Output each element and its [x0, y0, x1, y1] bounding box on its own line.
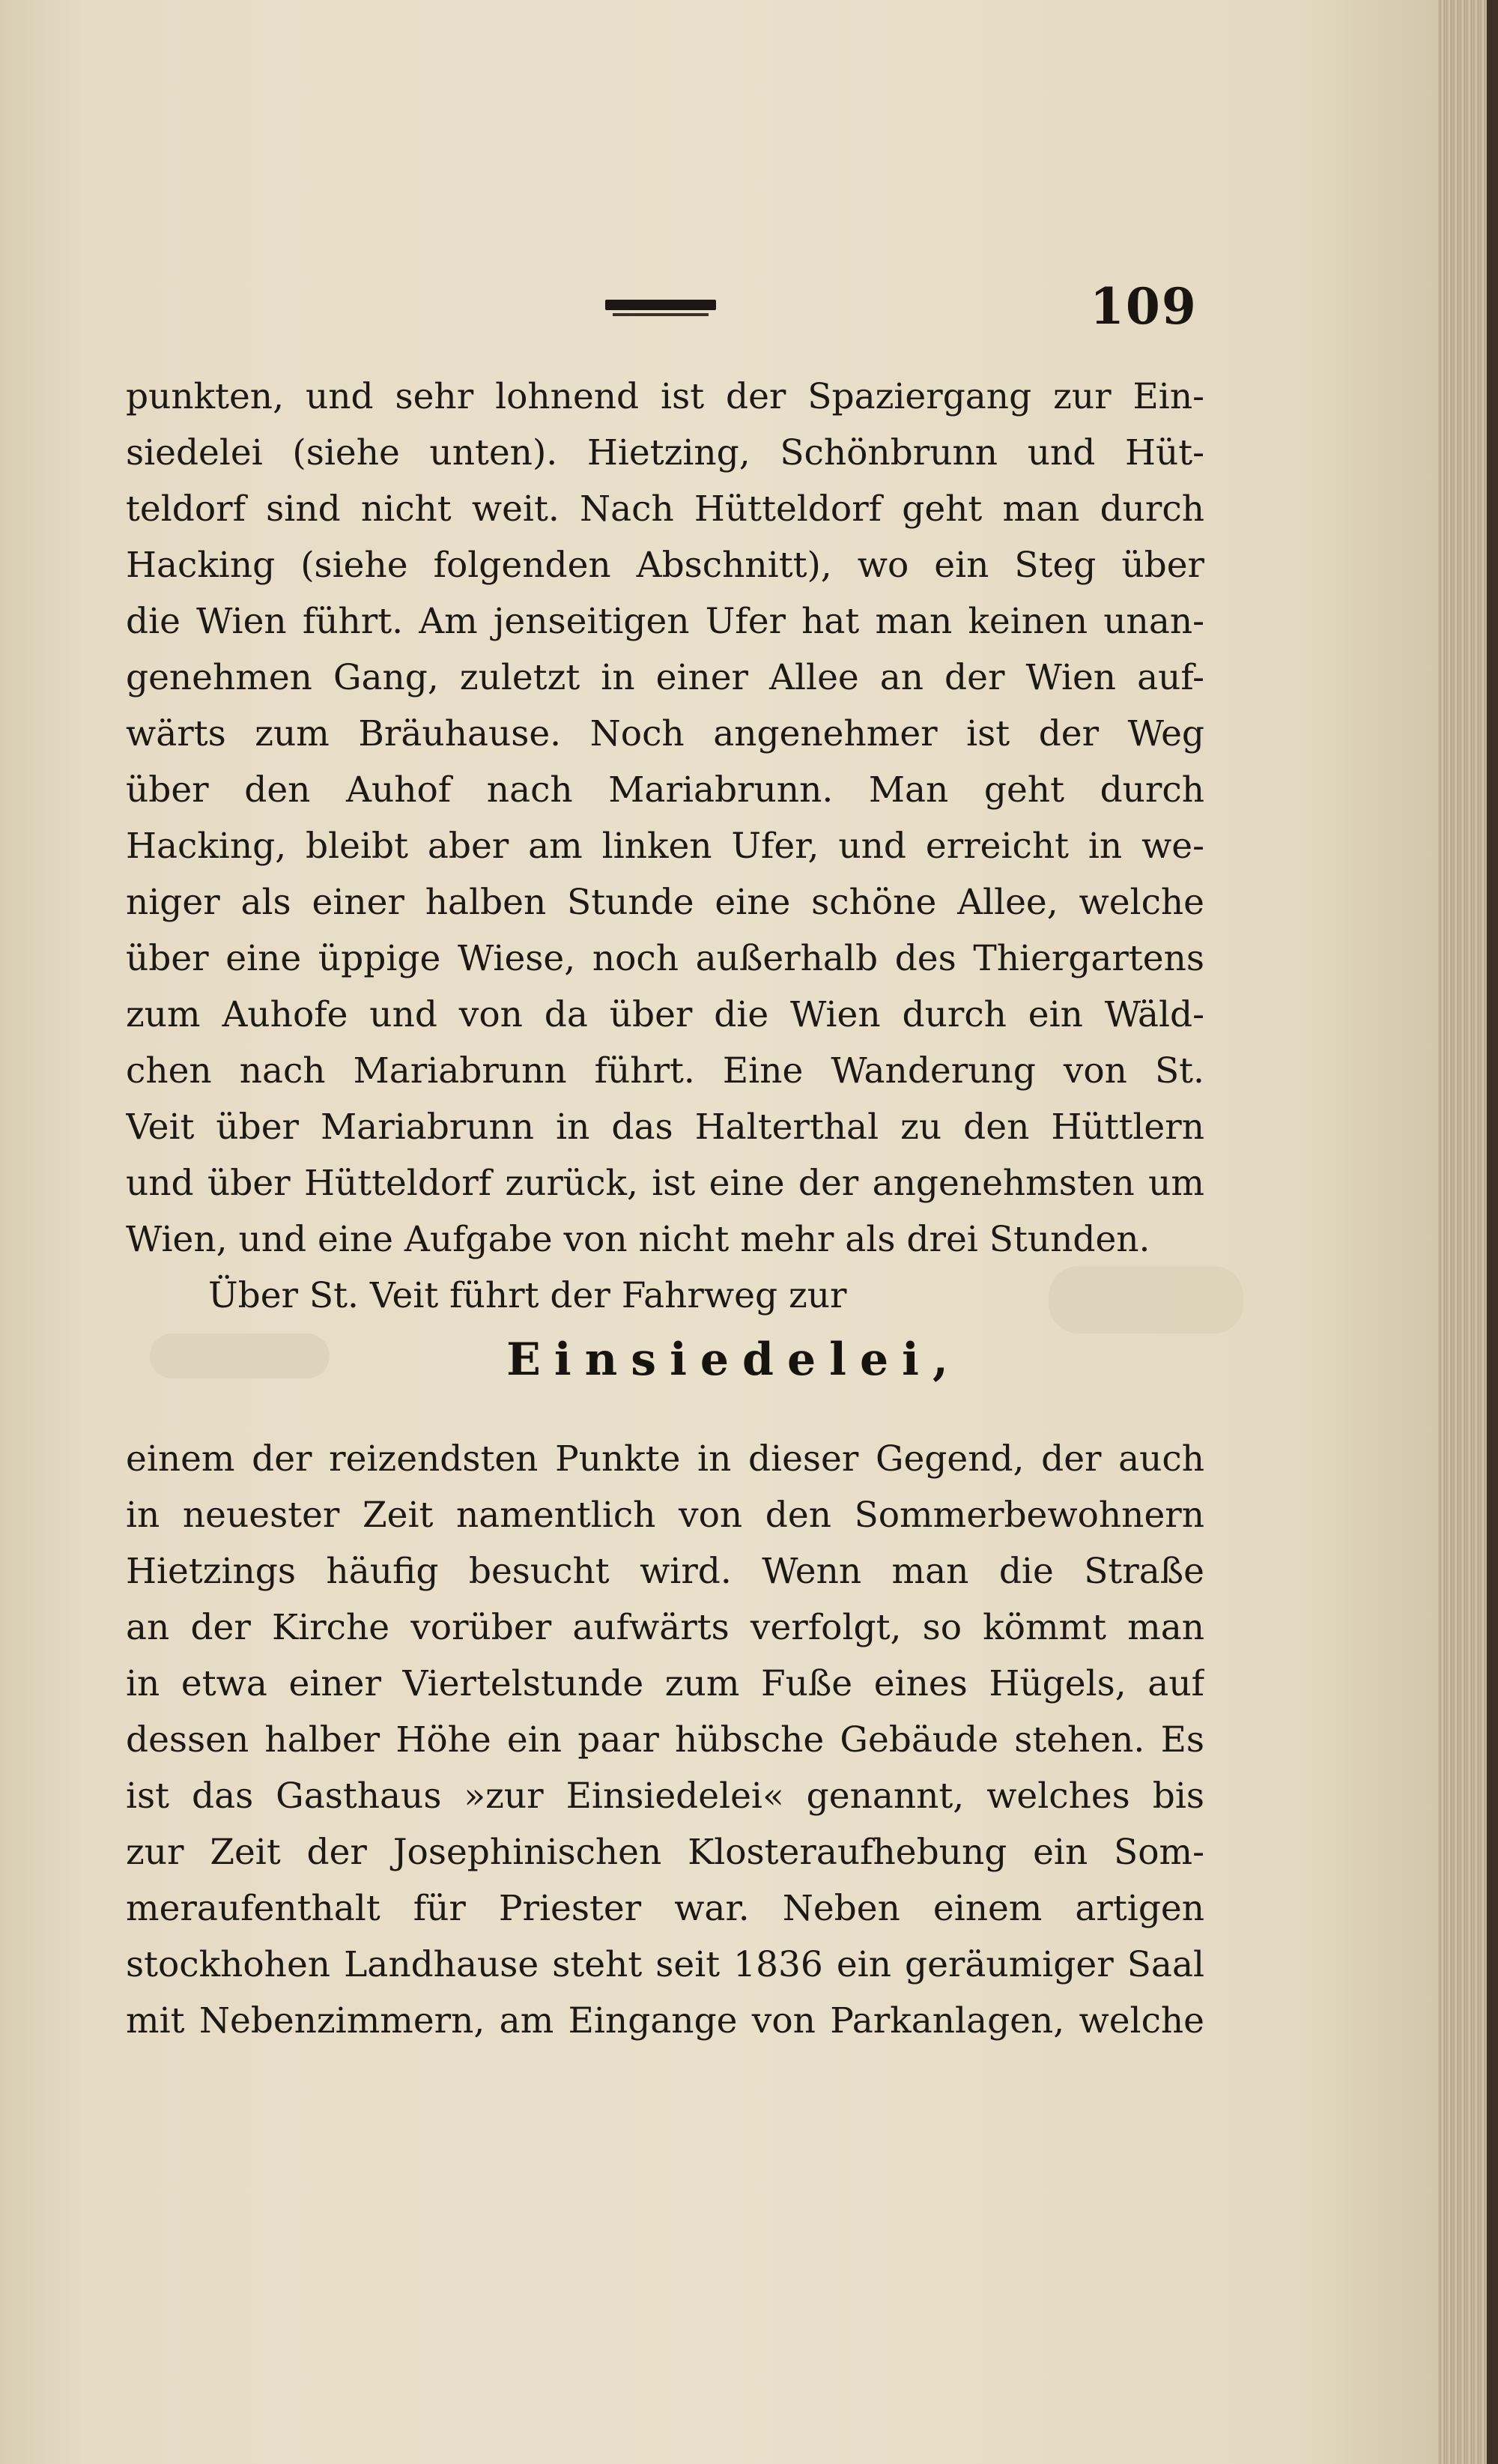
- text-line: siedelei (siehe unten). Hietzing, Schönbrunn und Hüt-: [126, 432, 1204, 473]
- text-line: genehmen Gang, zuletzt in einer Allee an der Wien auf-: [126, 657, 1204, 698]
- text-line: Hietzings häufig besucht wird. Wenn man die Straße: [126, 1551, 1204, 1592]
- text-line: mit Nebenzimmern, am Eingange von Parkanlagen, welche: [126, 2000, 1204, 2041]
- text-line: Wien, und eine Aufgabe von nicht mehr als drei Stunden.: [126, 1219, 1150, 1260]
- text-line: Hacking, bleibt aber am linken Ufer, und erreicht in we-: [126, 826, 1204, 867]
- text-line: ist das Gasthaus »zur Einsiedelei« genannt, welches bis: [126, 1776, 1204, 1817]
- text-line: punkten, und sehr lohnend ist der Spaziergang zur Ein-: [126, 376, 1204, 417]
- text-line: zum Auhofe und von da über die Wien durch ein Wäld-: [126, 994, 1204, 1035]
- text-line: stockhohen Landhause steht seit 1836 ein geräumiger Saal: [126, 1944, 1204, 1985]
- text-line: über eine üppige Wiese, noch außerhalb des Thiergartens: [126, 938, 1204, 979]
- text-line: Über St. Veit führt der Fahrweg zur: [208, 1275, 847, 1316]
- text-line: chen nach Mariabrunn führt. Eine Wanderung von St.: [126, 1050, 1204, 1092]
- text-line: meraufenthalt für Priester war. Neben einem artigen: [126, 1888, 1204, 1929]
- section-heading: Einsiedelei,: [506, 1334, 962, 1386]
- text-line: Veit über Mariabrunn in das Halterthal zu den Hüttlern: [126, 1107, 1204, 1148]
- text-line: die Wien führt. Am jenseitigen Ufer hat man keinen unan-: [126, 601, 1204, 642]
- text-line: an der Kirche vorüber aufwärts verfolgt, so kömmt man: [126, 1607, 1204, 1648]
- header-rule: [605, 300, 716, 310]
- text-line: wärts zum Bräuhause. Noch angenehmer ist der Weg: [126, 713, 1204, 754]
- paragraph-2: [126, 1431, 1204, 2049]
- book-cover-edge: [1487, 0, 1498, 2464]
- text-line: teldorf sind nicht weit. Nach Hütteldorf geht man durch: [126, 488, 1204, 530]
- text-line: einem der reizendsten Punkte in dieser Gegend, der auch: [126, 1438, 1204, 1480]
- text-line: in neuester Zeit namentlich von den Sommerbewohnern: [126, 1495, 1204, 1536]
- text-line: und über Hütteldorf zurück, ist eine der angenehmsten um: [126, 1163, 1204, 1204]
- text-line: niger als einer halben Stunde eine schöne Allee, welche: [126, 882, 1204, 923]
- text-line: über den Auhof nach Mariabrunn. Man geht durch: [126, 769, 1204, 811]
- page-number: 109: [1090, 277, 1198, 336]
- page-header: [0, 270, 1438, 345]
- paragraph-1: [126, 369, 1204, 1324]
- text-line: in etwa einer Viertelstunde zum Fuße eines Hügels, auf: [126, 1663, 1204, 1704]
- text-line: zur Zeit der Josephinischen Klosteraufhebung ein Som-: [126, 1832, 1204, 1873]
- text-line: Hacking (siehe folgenden Abschnitt), wo ein Steg über: [126, 545, 1204, 586]
- text-line: dessen halber Höhe ein paar hübsche Gebäude stehen. Es: [126, 1719, 1204, 1761]
